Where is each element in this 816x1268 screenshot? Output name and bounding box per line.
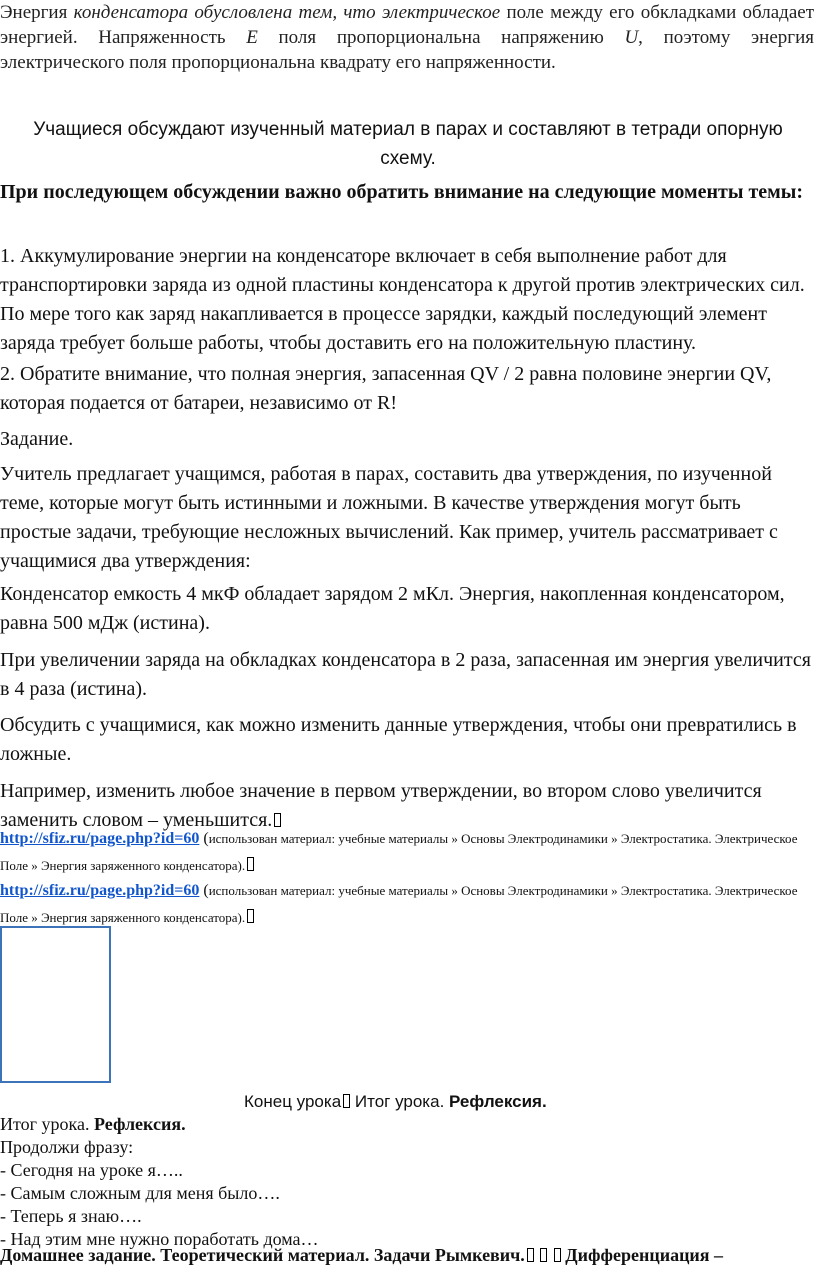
phrase-item: - Сегодня на уроке я….. xyxy=(0,1160,183,1180)
intro-paragraph xyxy=(0,0,816,75)
continue-phrase: Продолжи фразу: xyxy=(0,1137,134,1157)
reference-link[interactable]: http://sfiz.ru/page.php?id=60 xyxy=(0,882,200,899)
point-2: 2. Обратите внимание, что полная энергия, запасенная QV / 2 равна половине энергии QV, которая подается от батареи, независимо от R! xyxy=(0,363,772,414)
missing-glyph-icon xyxy=(247,909,254,923)
intro-italic: конденсатора обусловлена тем, что электрическое xyxy=(73,2,501,23)
task-label: Задание. xyxy=(0,428,74,450)
missing-glyph-icon xyxy=(554,1248,561,1262)
lesson-summary-text: Итог урока. xyxy=(354,1092,450,1111)
phrase-item: - Теперь я знаю…. xyxy=(0,1206,142,1226)
summary-line xyxy=(0,1113,816,1136)
statement-2: При увеличении заряда на обкладках конденсатора в 2 раза, запасенная им энергия увеличится в 4 раза (истина). xyxy=(0,649,811,700)
example-text: Например, изменить любое значение в первом утверждении, во втором слово увеличится заменить словом – уменьшится. xyxy=(0,780,762,831)
point-1: 1. Аккумулирование энергии на конденсаторе включает в себя выполнение работ для транспортировки заряда из одной пластины конденсатора к другой против электрических сил. По мере того как заряд накапливается в процессе зарядки, каждый последующий элемент заряда требует больше работы, чтобы доставить его на положительную пластину. xyxy=(0,245,805,354)
missing-glyph-icon xyxy=(527,1248,534,1262)
intro-symbol-e: E xyxy=(246,27,258,48)
missing-glyph-icon xyxy=(247,857,254,871)
intro-symbol-u: U xyxy=(624,27,639,48)
reference-link[interactable]: http://sfiz.ru/page.php?id=60 xyxy=(0,830,200,847)
reference-1 xyxy=(0,825,816,879)
reflection-label: Рефлексия. xyxy=(449,1092,547,1111)
differentiation-text: Дифференциация – xyxy=(565,1245,724,1265)
missing-glyph-icon xyxy=(343,1094,350,1108)
phrase-item: - Самым сложным для меня было…. xyxy=(0,1183,280,1203)
discussion-paragraph: Учащиеся обсуждают изученный материал в парах и составляют в тетради опорную схему. xyxy=(33,119,783,169)
attention-heading: При последующем обсуждении важно обратить внимание на следующие моменты темы: xyxy=(0,181,804,203)
intro-text: Энергия xyxy=(0,2,74,23)
reference-note: использован материал: учебные материалы » Основы Электродинамики » Электростатика. Электрическое Поле » Энергия заряженного конденсатора). xyxy=(0,831,798,873)
statement-1: Конденсатор емкость 4 мкФ обладает зарядом 2 мКл. Энергия, накопленная конденсатором, равна 500 мДж (истина). xyxy=(0,583,785,634)
intro-text: поля пропорциональна напряжению xyxy=(257,27,625,48)
homework-text: Домашнее задание. Теоретический материал. Задачи Рымкевич. xyxy=(0,1245,525,1265)
reference-note: использован материал: учебные материалы » Основы Электродинамики » Электростатика. Электрическое Поле » Энергия заряженного конденсатора). xyxy=(0,883,798,925)
intro-text: , поэтому энергия электрического поля пропорциональна квадрату его напряженности. xyxy=(0,27,814,73)
missing-glyph-icon xyxy=(540,1248,547,1262)
discuss-false: Обсудить с учащимися, как можно изменить данные утверждения, чтобы они превратились в ложные. xyxy=(0,714,797,765)
reflection-bold: Рефлексия. xyxy=(93,1114,186,1134)
intro-text: поле между его обкладками обладает энергией. Напряженность xyxy=(0,2,814,48)
image-placeholder xyxy=(0,926,111,1083)
lesson-end-text: Конец урока xyxy=(244,1092,342,1111)
homework-line xyxy=(0,1244,816,1267)
summary-text: Итог урока. xyxy=(0,1114,94,1134)
reference-paren: ( xyxy=(199,882,209,899)
task-text: Учитель предлагает учащимся, работая в парах, составить два утверждения, по изученной теме, которые могут быть истинными и ложными. В качестве утверждения могут быть простые задачи, требующие несложных вычислений. Как пример, учитель рассматривает с учащимися два утверждения: xyxy=(0,463,778,572)
reference-2 xyxy=(0,877,816,931)
reference-paren: ( xyxy=(199,830,209,847)
lesson-end-line xyxy=(244,1090,804,1114)
phrase-item: - Над этим мне нужно поработать дома… xyxy=(0,1229,319,1249)
